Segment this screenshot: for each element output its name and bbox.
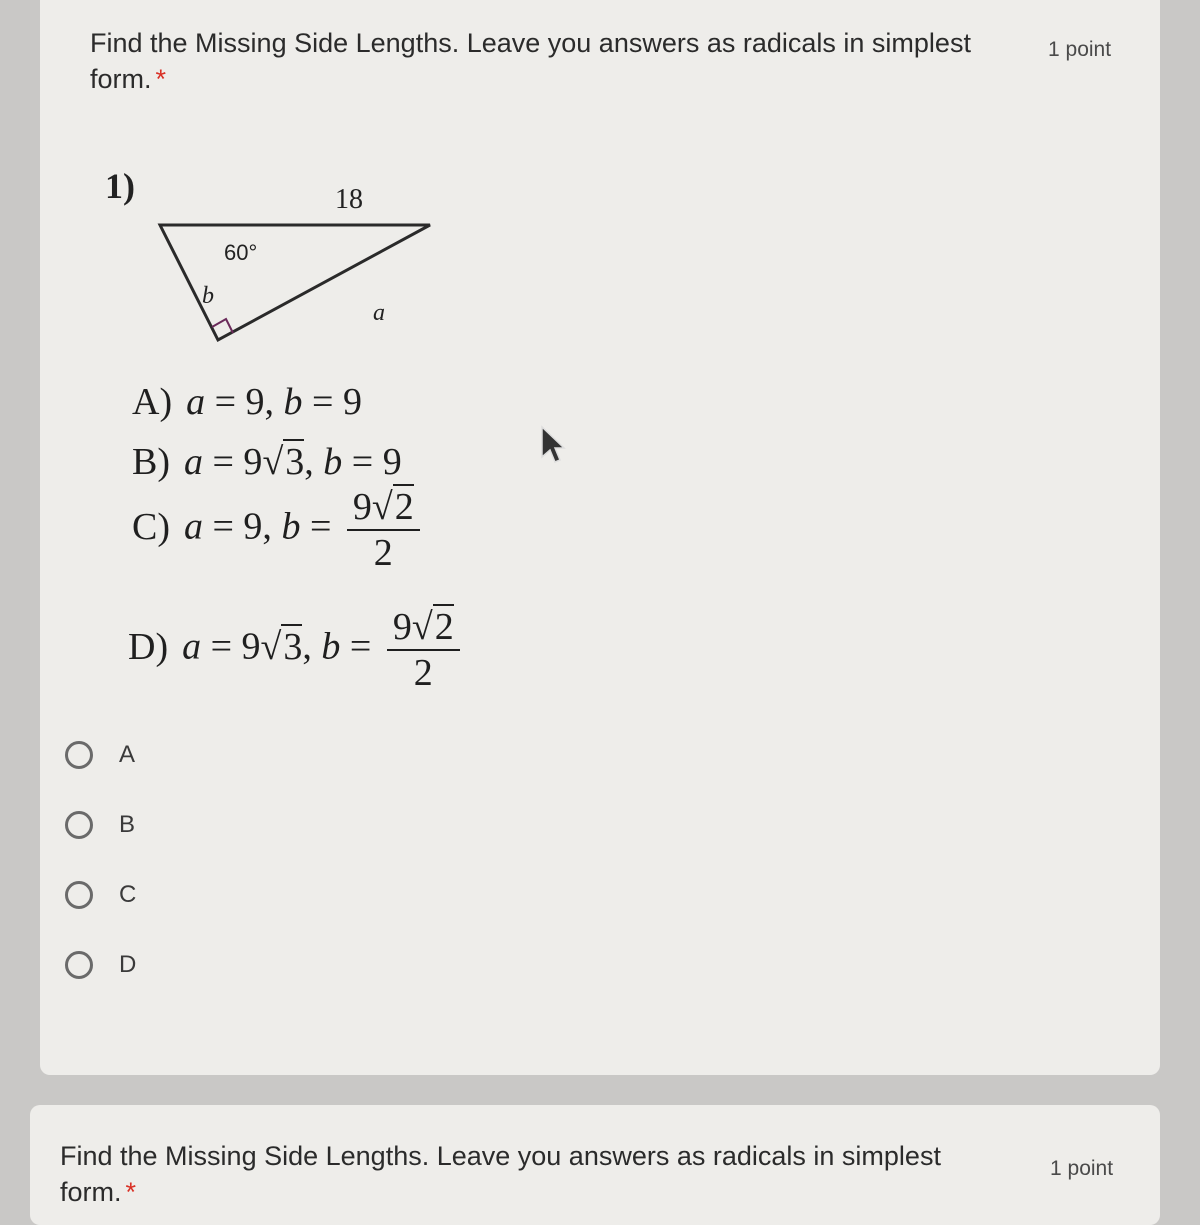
question-card-1 xyxy=(40,0,1160,1075)
mouse-cursor-icon xyxy=(540,425,566,465)
question-title: Find the Missing Side Lengths. Leave you answers as radicals in simplest form. * xyxy=(60,1141,941,1207)
radio-option-d[interactable] xyxy=(65,945,136,985)
radio-button[interactable] xyxy=(65,881,93,909)
radio-label: C xyxy=(119,881,137,908)
points-label: 1 point xyxy=(1048,38,1112,61)
radio-button[interactable] xyxy=(65,741,93,769)
radio-button[interactable] xyxy=(65,811,93,839)
side-b-label: b xyxy=(202,283,214,309)
radio-option-c[interactable] xyxy=(65,875,136,915)
side-a-label: a xyxy=(373,300,385,326)
answer-option-c-text: C) a = 9, b = $\frac{9√2}{2}$ xyxy=(132,485,420,575)
required-asterisk: * xyxy=(155,64,167,94)
angle-label: 60° xyxy=(224,240,258,265)
radio-option-a[interactable] xyxy=(65,735,135,775)
radio-label: B xyxy=(119,811,136,838)
radio-button[interactable] xyxy=(65,951,93,979)
hypotenuse-label: 18 xyxy=(335,184,363,215)
radio-label: D xyxy=(119,951,137,978)
required-asterisk: * xyxy=(125,1177,137,1207)
right-angle-mark xyxy=(212,319,233,333)
answer-option-d-text: D) a = 9√3, b = $\frac{9√2}{2}$ xyxy=(128,605,460,695)
answer-option-a-text: A) a = 9, b = 9 xyxy=(132,381,362,423)
radio-label: A xyxy=(119,741,136,768)
question-title: Find the Missing Side Lengths. Leave you answers as radicals in simplest form. * xyxy=(90,28,971,94)
points-label: 1 point xyxy=(1050,1157,1114,1180)
answer-option-b-text: B) a = 9√3, b = 9 xyxy=(132,441,402,483)
question-card-2 xyxy=(30,1105,1160,1225)
radio-option-b[interactable] xyxy=(65,805,135,845)
problem-number: 1) xyxy=(105,166,135,206)
triangle-shape xyxy=(160,225,430,340)
triangle-diagram xyxy=(140,170,500,360)
